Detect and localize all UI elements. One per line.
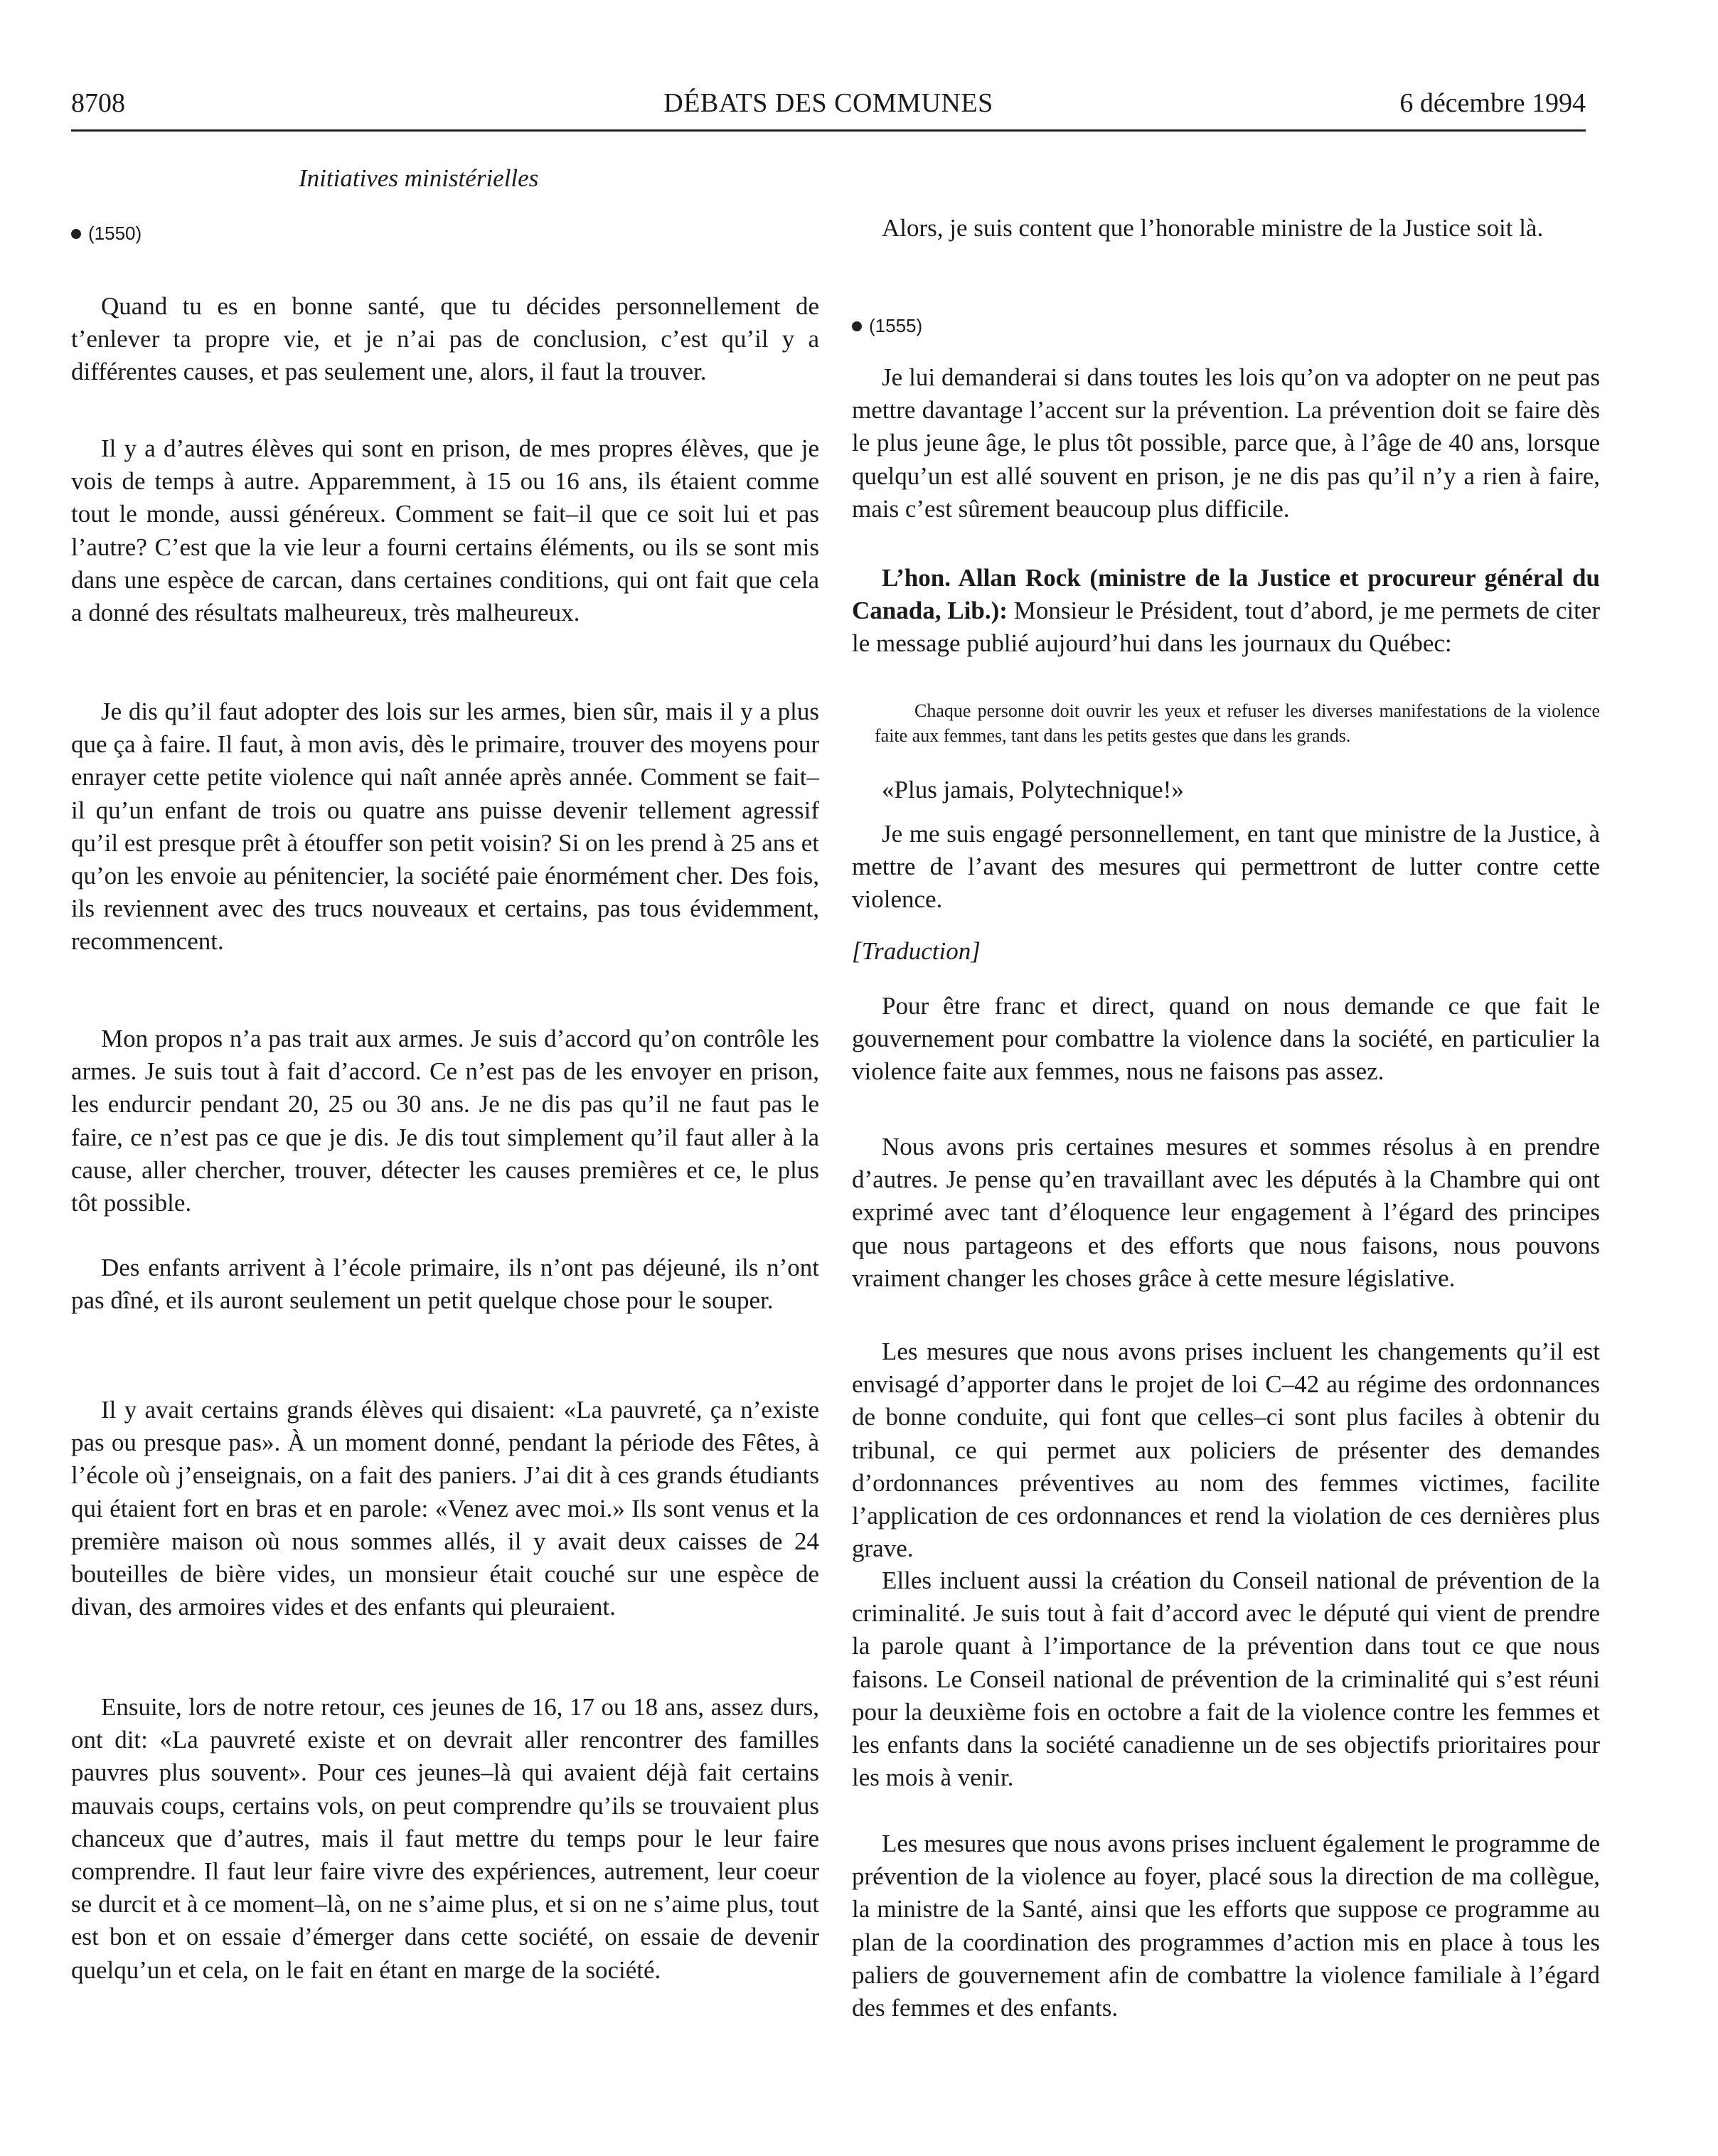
paragraph: Je dis qu’il faut adopter des lois sur les armes, bien sûr, mais il y a plus que ça à faire. Il faut, à mon avis, dès le primaire, trouver des moyens pour enrayer cette petite violence qui naît année après année. Comment se fait–il qu’un enfant de trois ou quatre ans puisse devenir tellement agressif qu’il est presque prêt à étouffer son petit voisin? Si on les prend à 25 ans et qu’on les envoie au pénitencier, la société paie énormément cher. Des fois, ils reviennent avec des trucs nouveaux et certains, pas tous évidemment, recommencent. xyxy=(71,698,819,956)
page-number: 8708 xyxy=(71,88,125,118)
time-marker-label: (1555) xyxy=(869,315,923,336)
paragraph: Les mesures que nous avons prises incluent également le programme de prévention de la violence au foyer, placé sous la direction de ma collègue, la ministre de la Santé, ainsi que les efforts que suppose ce programme au plan de la coordination des programmes d’action mis en place à tous les paliers de gouvernement afin de combattre la violence familiale à l’égard des femmes et des enfants. xyxy=(852,1830,1600,2022)
paragraph: Les mesures que nous avons prises incluent les changements qu’il est envisagé d’apporter dans le projet de loi C–42 au régime des ordonnances de bonne conduite, qui font que celles–ci sont plus faciles à obtenir du tribunal, ce qui permet aux policiers de présenter des demandes d’ordonnances préventives au nom des femmes victimes, facilite l’application de ces ordonnances et rend la violation de ces dernières plus grave. xyxy=(852,1338,1600,1563)
bullet-icon xyxy=(71,229,81,239)
paragraph: Des enfants arrivent à l’école primaire, ils n’ont pas déjeuné, ils n’ont pas dîné, et ils auront seulement un petit quelque chose pour le souper. xyxy=(71,1254,819,1315)
bullet-icon xyxy=(852,321,862,331)
header-rule xyxy=(71,129,1586,132)
time-marker xyxy=(71,219,819,247)
paragraph xyxy=(852,562,1600,661)
paragraph: Elles incluent aussi la création du Conseil national de prévention de la criminalité. Je suis tout à fait d’accord avec le député qui vient de prendre la parole quant à l’importance de la prévention dans tout ce que nous faisons. Le Conseil national de prévention de la criminalité qui s’est réuni pour la deuxième fois en octobre a fait de la violence contre les femmes et les enfants dans la société canadienne un de ses objectifs prioritaires pour les mois à venir. xyxy=(852,1567,1600,1792)
paragraph: «Plus jamais, Polytechnique!» xyxy=(882,776,1184,804)
speaker-name: L’hon. Allan Rock (ministre de la Justice et procureur général du Canada, Lib.): xyxy=(852,564,1600,625)
paragraph: Nous avons pris certaines mesures et sommes résolus à en prendre d’autres. Je pense qu’en travaillant avec les députés à la Chambre qui ont exprimé avec tant d’éloquence leur engagement à l’égard des principes que nous partageons et des efforts que nous faisons, nous pouvons vraiment changer les choses grâce à cette mesure législative. xyxy=(852,1133,1600,1292)
paragraph: Je lui demanderai si dans toutes les lois qu’on va adopter on ne peut pas mettre davantage l’accent sur la prévention. La prévention doit se faire dès le plus jeune âge, le plus tôt possible, parce que, à l’âge de 40 ans, lorsque quelqu’un est allé souvent en prison, je ne dis pas qu’il n’y a rien à faire, mais c’est sûrement beaucoup plus difficile. xyxy=(852,363,1600,523)
paragraph: Il y avait certains grands élèves qui disaient: «La pauvreté, ça n’existe pas ou presque pas». À un moment donné, pendant la période des Fêtes, à l’école où j’enseignais, on a fait des paniers. J’ai dit à ces grands étudiants qui étaient fort en bras et en parole: «Venez avec moi.» Ils sont venus et la première maison où nous sommes allés, il y avait deux caisses de 24 bouteilles de bière vides, un monsieur était couché sur une espèce de divan, des armoires vides et des enfants qui pleuraient. xyxy=(71,1396,819,1621)
paragraph: Il y a d’autres élèves qui sont en prison, de mes propres élèves, que je vois de temps à autre. Apparemment, à 15 ou 16 ans, ils étaient comme tout le monde, aussi généreux. Comment se fait–il que ce soit lui et pas l’autre? C’est que la vie leur a fourni certains éléments, ou ils se sont mis dans une espèce de carcan, dans certaines conditions, qui ont fait que cela a donné des résultats malheureux, très malheureux. xyxy=(71,434,819,627)
publication-title: DÉBATS DES COMMUNES xyxy=(663,88,993,118)
translation-note: [Traduction] xyxy=(852,937,981,965)
publication-date: 6 décembre 1994 xyxy=(1399,88,1586,118)
speaker-text: Monsieur le Président, tout d’abord, je me permets de citer le message publié aujourd’hui dans les journaux du Québec: xyxy=(852,597,1600,658)
paragraph: Je me suis engagé personnellement, en tant que ministre de la Justice, à mettre de l’avant des mesures qui permettront de lutter contre cette violence. xyxy=(852,820,1600,914)
paragraph: Ensuite, lors de notre retour, ces jeunes de 16, 17 ou 18 ans, assez durs, ont dit: «La pauvreté existe et on devrait aller rencontrer des familles pauvres plus souvent». Pour ces jeunes–là qui avaient déjà fait certains mauvais coups, certains vols, on peut comprendre qu’ils se trouvaient plus chanceux que d’autres, mais il faut mettre du temps pour le leur faire comprendre. Il faut leur faire vivre des expériences, autrement, leur coeur se durcit et à ce moment–là, on ne s’aime plus, et si on ne s’aime plus, tout est bon et on essaie d’émerger dans cette société, on essaie de devenir quelqu’un et cela, on le fait en étant en marge de la société. xyxy=(71,1693,819,1984)
paragraph: Mon propos n’a pas trait aux armes. Je suis d’accord qu’on contrôle les armes. Je suis tout à fait d’accord. Ce n’est pas de les envoyer en prison, les endurcir pendant 20, 25 ou 30 ans. Je ne dis pas qu’il ne faut pas le faire, ce n’est pas ce que je dis. Je dis tout simplement qu’il faut aller à la cause, aller chercher, trouver, détecter les causes premières et ce, le plus tôt possible. xyxy=(71,1025,819,1217)
paragraph: Quand tu es en bonne santé, que tu décides personnellement de t’enlever ta propre vie, et je n’ai pas de conclusion, c’est qu’il y a différentes causes, et pas seulement une, alors, il faut la trouver. xyxy=(71,292,819,386)
paragraph: Alors, je suis content que l’honorable ministre de la Justice soit là. xyxy=(882,214,1544,242)
page-header xyxy=(71,85,1586,128)
section-heading: Initiatives ministérielles xyxy=(299,164,539,192)
time-marker-label: (1550) xyxy=(88,223,142,244)
block-quote: Chaque personne doit ouvrir les yeux et refuser les diverses manifestations de la violence faite aux femmes, tant dans les petits gestes que dans les grands. xyxy=(875,700,1600,746)
paragraph: Pour être franc et direct, quand on nous demande ce que fait le gouvernement pour combattre la violence dans la société, en particulier la violence faite aux femmes, nous ne faisons pas assez. xyxy=(852,992,1600,1086)
time-marker xyxy=(852,311,1600,340)
